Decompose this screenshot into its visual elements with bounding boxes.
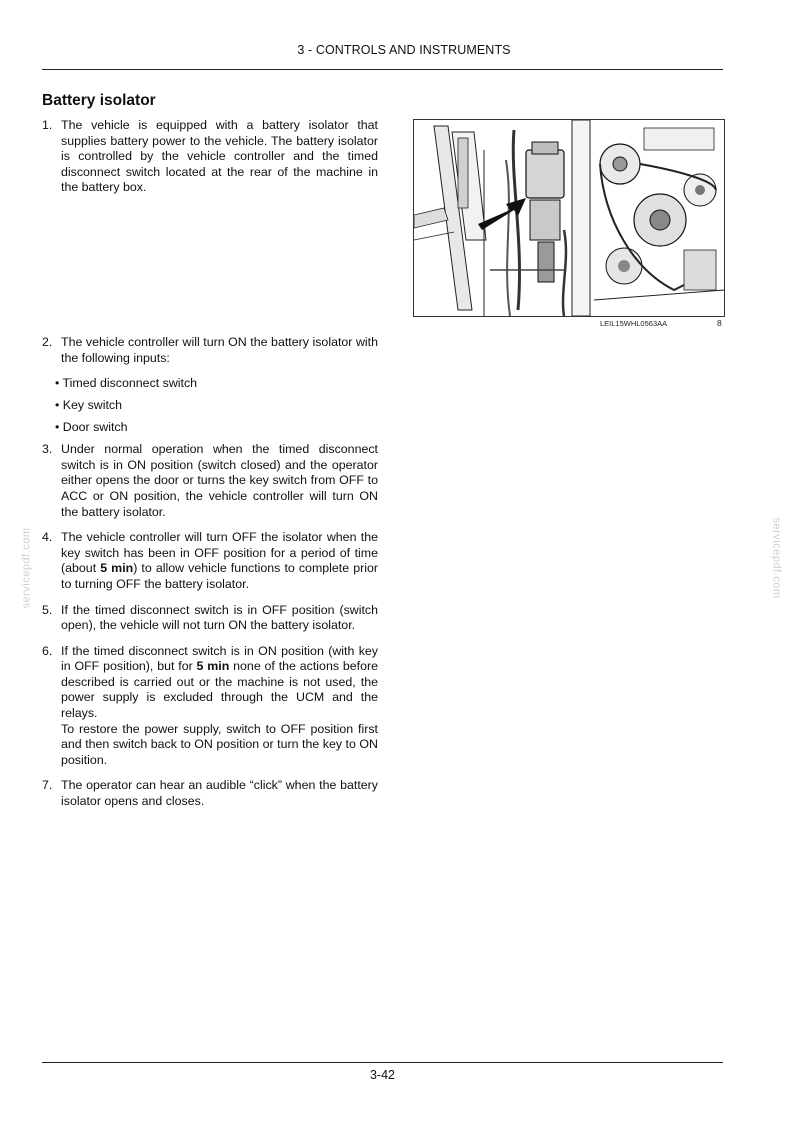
item-number: 2. bbox=[42, 334, 53, 349]
item-text: Under normal operation when the timed disconnect switch is in ON position (switch closed) and the operator either opens the door or turns the key switch from OFF to ACC or ON position, the vehicle controller will turn ON the battery isolator. bbox=[61, 442, 378, 519]
list-item bbox=[42, 603, 378, 634]
bullet-door-switch: • Door switch bbox=[55, 420, 128, 435]
item-number: 5. bbox=[42, 602, 53, 617]
bullet-key-switch: • Key switch bbox=[55, 398, 122, 413]
item-number: 6. bbox=[42, 643, 53, 658]
item-text bbox=[61, 644, 378, 722]
list-item bbox=[42, 442, 378, 520]
item-text-part: ) to allow vehicle functions to complete prior to turning OFF the battery isolator. bbox=[61, 561, 378, 591]
bullet-timed-disconnect: • Timed disconnect switch bbox=[55, 376, 198, 391]
list-item bbox=[42, 778, 378, 809]
list-item bbox=[42, 118, 378, 196]
item-text-part: none of the actions before described is carried out or the machine is not used, the power supply is excluded through the UCM and the relays. bbox=[61, 659, 378, 721]
footer-divider bbox=[42, 1062, 723, 1063]
item-text-part: The vehicle controller will turn OFF the isolator when the key switch has been in OFF position for a period of time (about bbox=[61, 530, 378, 576]
section-title: Battery isolator bbox=[42, 92, 156, 109]
list-item bbox=[42, 335, 378, 366]
header-divider bbox=[42, 69, 723, 70]
duration-value: 5 min bbox=[196, 659, 230, 674]
item-text: The operator can hear an audible “click” when the battery isolator opens and closes. bbox=[61, 778, 378, 809]
list-item bbox=[42, 530, 378, 592]
battery-isolator-figure bbox=[413, 119, 725, 317]
item-number: 3. bbox=[42, 442, 53, 457]
engine-bay-illustration bbox=[414, 120, 724, 316]
item-text: The vehicle controller will turn ON the battery isolator with the following inputs: bbox=[61, 334, 378, 365]
figure-number: 8 bbox=[717, 318, 722, 328]
list-item bbox=[42, 644, 378, 769]
page-header-title: 3 - CONTROLS AND INSTRUMENTS bbox=[297, 43, 511, 57]
item-number: 1. bbox=[42, 118, 53, 132]
input-bullet-list bbox=[42, 376, 378, 442]
item-text: If the timed disconnect switch is in OFF position (switch open), the vehicle will not turn ON the battery isolator. bbox=[61, 602, 378, 633]
watermark-left: servicepdf.com bbox=[20, 527, 33, 609]
page-number: 3-42 bbox=[369, 1068, 396, 1082]
instruction-list bbox=[42, 118, 378, 810]
watermark-right: servicepdf.com bbox=[770, 517, 783, 599]
item-number: 4. bbox=[42, 530, 53, 545]
item-number: 7. bbox=[42, 778, 53, 793]
item-text: The vehicle is equipped with a battery isolator that supplies battery power to the vehicle. The battery isolator is controlled by the vehicle controller and the timed disconnect switch located at the rear of the machine in the battery box. bbox=[61, 118, 378, 195]
duration-value: 5 min bbox=[100, 561, 134, 576]
item-text bbox=[61, 530, 378, 592]
item-text-continued: To restore the power supply, switch to OFF position first and then switch back to ON position or turn the key to ON position. bbox=[61, 721, 378, 767]
item-text-part: If the timed disconnect switch is in ON position (with key in OFF position), but for bbox=[61, 643, 378, 674]
figure-caption: LEIL15WHL0563AA bbox=[600, 319, 668, 328]
